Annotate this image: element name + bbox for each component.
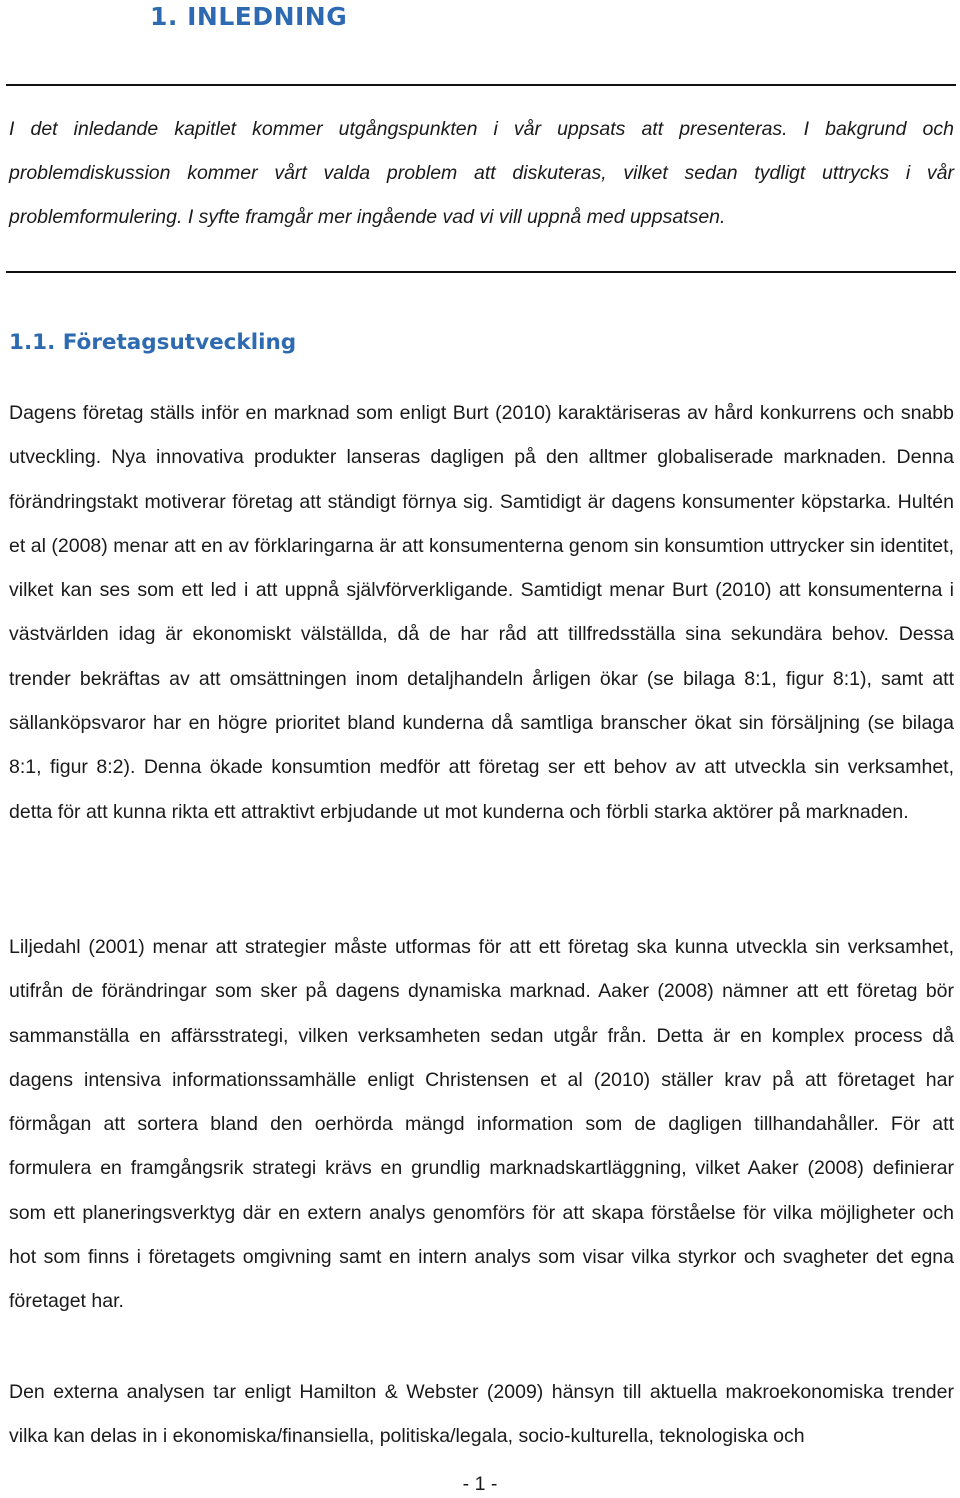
section-heading: 1.1. Företagsutveckling: [9, 330, 297, 355]
chapter-heading: 1. INLEDNING: [150, 2, 348, 31]
intro-bottom-rule: [6, 271, 956, 273]
body-paragraph-2: Liljedahl (2001) menar att strategier måste utformas för att ett företag ska kunna utveckla sin verksamhet, utifrån de förändringar som sker på dagens dynamiska marknad. Aaker (2008) nämner att ett företag bör sammanställa en affärsstrategi, vilken verksamheten sedan utgår från. Detta är en komplex process då dagens intensiva informationssamhälle enligt Christensen et al (2010) ställer krav på att företaget har förmågan att sortera bland den oerhörda mängd information som de dagligen tillhandahåller. För att formulera en framgångsrik strategi krävs en grundlig marknadskartläggning, vilket Aaker (2008) definierar som ett planeringsverktyg där en extern analys genomförs för att skapa förståelse för vilka möjligheter och hot som finns i företagets omgivning samt en intern analys som visar vilka styrkor och svagheter det egna företaget har.: [9, 936, 954, 1313]
page-number: - 1 -: [462, 1473, 498, 1495]
intro-top-rule: [6, 84, 956, 86]
body-paragraph-1: Dagens företag ställs inför en marknad som enligt Burt (2010) karaktäriseras av hård konkurrens och snabb utveckling. Nya innovativa produkter lanseras dagligen på den alltmer globaliserade marknaden. Denna förändringstakt motiverar företag att ständigt förnya sig. Samtidigt är dagens konsumenter köpstarka. Hultén et al (2008) menar att en av förklaringarna är att konsumenterna genom sin konsumtion uttrycker sin identitet, vilket kan ses som ett led i att uppnå självförverkligande. Samtidigt menar Burt (2010) att konsumenterna i västvärlden idag är ekonomiskt välställda, då de har råd att tillfredsställa sina sekundära behov. Dessa trender bekräftas av att omsättningen inom detaljhandeln årligen ökar (se bilaga 8:1, figur 8:1), samt att sällanköpsvaror har en högre prioritet bland kunderna då samtliga branscher ökat sin försäljning (se bilaga 8:1, figur 8:2). Denna ökade konsumtion medför att företag ser ett behov av att utveckla sin verksamhet, detta för att kunna rikta ett attraktivt erbjudande ut mot kunderna och förbli starka aktörer på marknaden.: [9, 402, 954, 823]
body-paragraph-3: Den externa analysen tar enligt Hamilton & Webster (2009) hänsyn till aktuella makroekonomiska trender vilka kan delas in i ekonomiska/finansiella, politiska/legala, socio-kulturella, teknologiska och: [9, 1381, 954, 1448]
intro-paragraph: I det inledande kapitlet kommer utgångspunkten i vår uppsats att presenteras. I bakgrund och problemdiskussion kommer vårt valda problem att diskuteras, vilket sedan tydligt uttrycks i vår problemformulering. I syfte framgår mer ingående vad vi vill uppnå med uppsatsen.: [9, 118, 954, 228]
